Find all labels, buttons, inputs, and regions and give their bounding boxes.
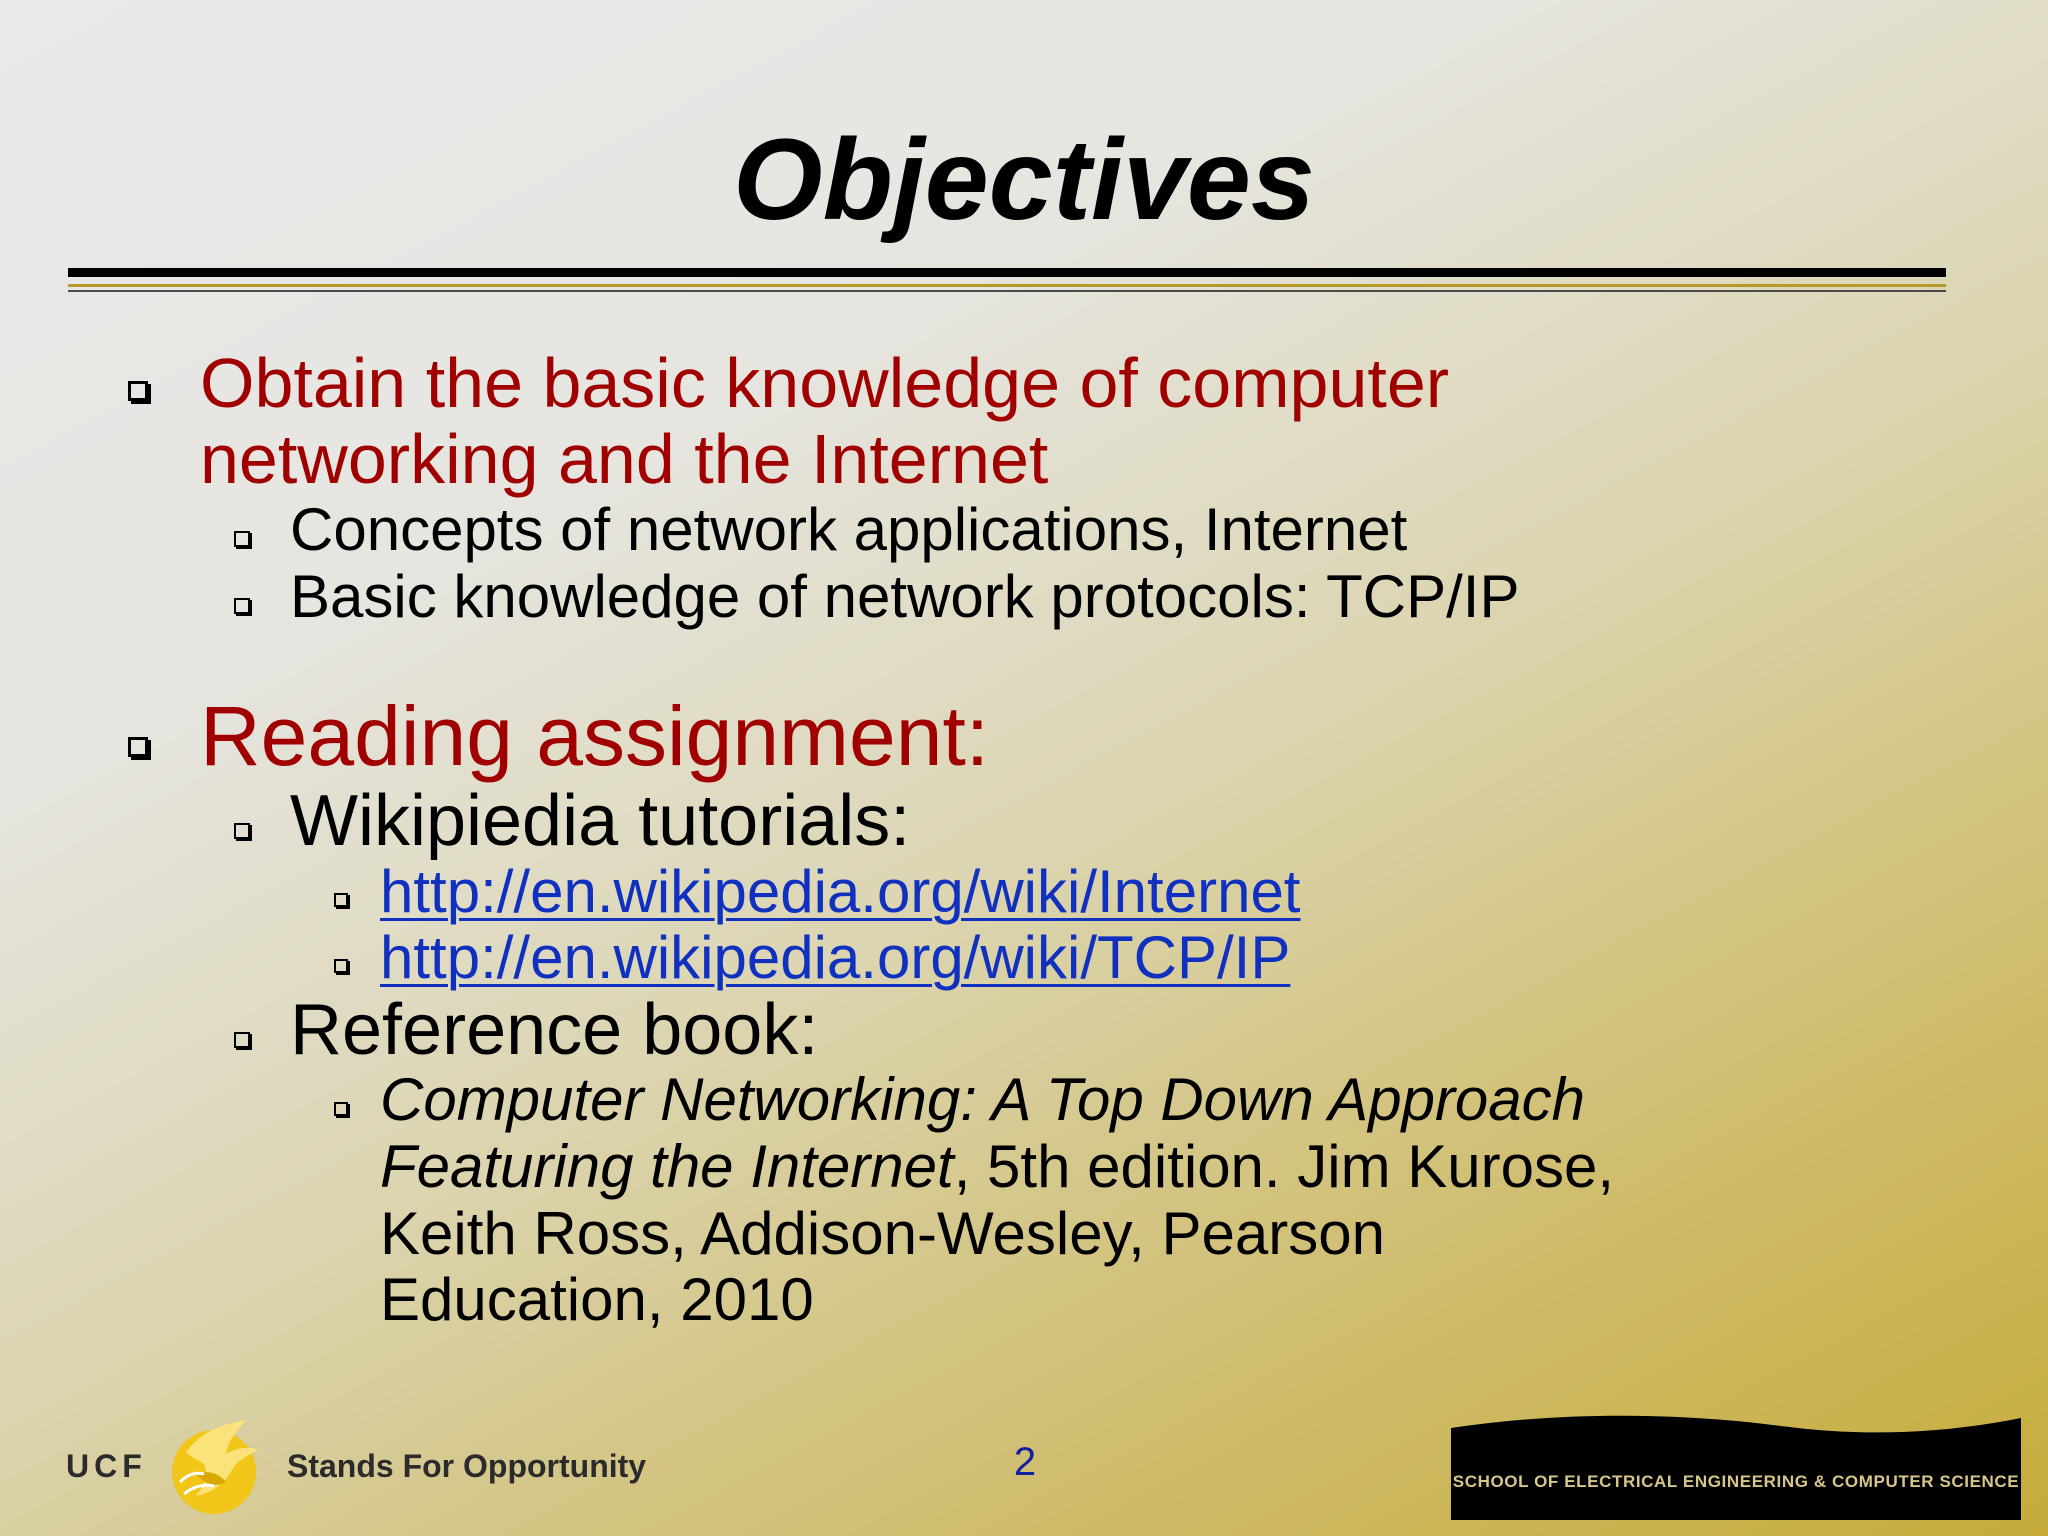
reading-assignment-heading: Reading assignment: bbox=[200, 689, 990, 783]
school-name: SCHOOL OF ELECTRICAL ENGINEERING & COMPUTER SCIENCE bbox=[1452, 1472, 2020, 1491]
title-divider-underline bbox=[68, 290, 1946, 292]
objective-line-2: networking and the Internet bbox=[200, 420, 1049, 498]
reference-book-label: Reference book: bbox=[290, 990, 819, 1070]
book-title-line-1: Computer Networking: A Top Down Approach bbox=[380, 1066, 1586, 1133]
ucf-logo-text: UCF bbox=[66, 1448, 147, 1484]
title-divider bbox=[68, 268, 1946, 277]
link-wikipedia-tcpip[interactable]: http://en.wikipedia.org/wiki/TCP/IP bbox=[380, 924, 1291, 991]
school-banner bbox=[1451, 1410, 2021, 1520]
bullet-icon bbox=[334, 959, 348, 973]
bullet-icon bbox=[234, 531, 250, 547]
slide-title: Objectives bbox=[733, 116, 1315, 244]
book-line-3: Keith Ross, Addison-Wesley, Pearson bbox=[380, 1200, 1385, 1267]
link-wikipedia-internet[interactable]: http://en.wikipedia.org/wiki/Internet bbox=[380, 858, 1301, 925]
bullet-icon bbox=[234, 598, 250, 614]
objective-line-1: Obtain the basic knowledge of computer bbox=[200, 344, 1450, 422]
tutorials-label: Wikipiedia tutorials: bbox=[290, 781, 911, 861]
title-divider-accent bbox=[68, 284, 1946, 287]
bullet-icon bbox=[128, 737, 148, 757]
book-line-2 bbox=[380, 1133, 1614, 1201]
book-edition: , 5th edition. Jim Kurose, bbox=[953, 1133, 1615, 1200]
objective-subitem: Concepts of network applications, Internet bbox=[290, 496, 1408, 563]
bullet-icon bbox=[234, 823, 250, 839]
bullet-icon bbox=[334, 1102, 348, 1116]
bullet-icon bbox=[234, 1032, 250, 1048]
ucf-tagline: Stands For Opportunity bbox=[287, 1448, 647, 1484]
pegasus-logo-icon bbox=[166, 1412, 266, 1522]
objective-subitem: Basic knowledge of network protocols: TCP/IP bbox=[290, 563, 1520, 630]
book-line-4: Education, 2010 bbox=[380, 1266, 814, 1333]
bullet-icon bbox=[128, 381, 148, 401]
book-title-line-2: Featuring the Internet bbox=[380, 1133, 954, 1200]
bullet-icon bbox=[334, 893, 348, 907]
page-number: 2 bbox=[1013, 1440, 1037, 1484]
